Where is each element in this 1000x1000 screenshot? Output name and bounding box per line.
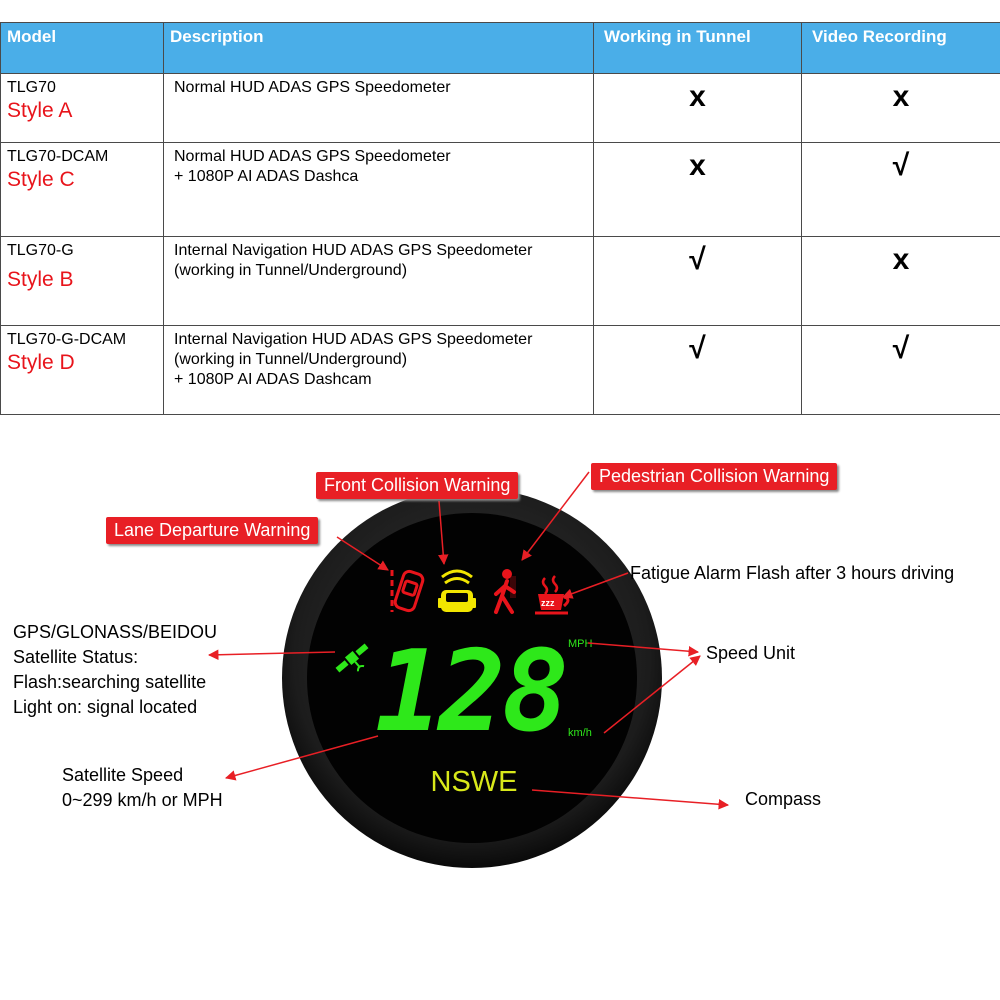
unit-kmh: km/h <box>568 727 592 739</box>
compass-readout: NSWE <box>430 766 518 798</box>
header-tunnel: Working in Tunnel <box>594 23 802 74</box>
description-line: (working in Tunnel/Underground) <box>174 262 408 279</box>
table-header-row <box>1 23 1000 74</box>
speed-unit-label: Speed Unit <box>706 643 796 663</box>
table-row <box>1 74 1000 143</box>
tunnel-mark: √ <box>594 237 802 326</box>
lane-departure-callout: Lane Departure Warning <box>106 517 318 544</box>
style-label: Style B <box>7 268 74 291</box>
description-line: Internal Navigation HUD ADAS GPS Speedometer <box>174 331 533 348</box>
description-line: + 1080P AI ADAS Dashcam <box>174 371 372 388</box>
style-label: Style A <box>7 99 73 122</box>
header-description: Description <box>164 23 594 74</box>
table-row <box>1 237 1000 326</box>
hud-diagram <box>0 400 1000 1000</box>
video-mark: √ <box>802 143 1000 237</box>
tunnel-mark: x <box>594 143 802 237</box>
video-mark: x <box>802 237 1000 326</box>
header-video: Video Recording <box>802 23 1000 74</box>
description-line: Normal HUD ADAS GPS Speedometer <box>174 79 451 96</box>
unit-mph: MPH <box>568 638 593 650</box>
description-line: Normal HUD ADAS GPS Speedometer <box>174 148 451 165</box>
model-name: TLG70-G <box>7 242 74 259</box>
model-name: TLG70-DCAM <box>7 148 109 165</box>
video-mark: x <box>802 74 1000 143</box>
description-cell <box>164 237 594 326</box>
tunnel-mark: x <box>594 74 802 143</box>
satellite-speed-line: Satellite Speed <box>62 765 184 785</box>
spec-table <box>0 22 1000 415</box>
video-mark: √ <box>802 326 1000 415</box>
satellite-status-line: Light on: signal located <box>13 697 198 717</box>
description-line: Internal Navigation HUD ADAS GPS Speedometer <box>174 242 533 259</box>
satellite-status-label <box>13 620 217 720</box>
front-collision-icon <box>438 571 476 612</box>
satellite-status-line: Satellite Status: <box>13 647 139 667</box>
description-cell <box>164 143 594 237</box>
style-label: Style D <box>7 351 75 374</box>
fatigue-icon-text: zzz <box>541 598 555 608</box>
description-line: (working in Tunnel/Underground) <box>174 351 408 368</box>
satellite-status-line: GPS/GLONASS/BEIDOU <box>13 622 218 642</box>
front-collision-callout: Front Collision Warning <box>316 472 518 499</box>
model-name: TLG70 <box>7 79 56 96</box>
model-cell <box>1 143 164 237</box>
description-cell <box>164 74 594 143</box>
satellite-speed-label <box>62 763 223 813</box>
header-model: Model <box>1 23 164 74</box>
style-label: Style C <box>7 168 75 191</box>
table-row <box>1 143 1000 237</box>
speed-readout: 128 <box>374 627 566 757</box>
tunnel-mark: √ <box>594 326 802 415</box>
satellite-speed-line: 0~299 km/h or MPH <box>62 790 223 810</box>
satellite-status-line: Flash:searching satellite <box>13 672 207 692</box>
description-line: + 1080P AI ADAS Dashca <box>174 168 359 185</box>
model-cell <box>1 74 164 143</box>
fatigue-label: Fatigue Alarm Flash after 3 hours driving <box>630 563 955 583</box>
model-name: TLG70-G-DCAM <box>7 331 127 348</box>
pedestrian-collision-callout: Pedestrian Collision Warning <box>591 463 837 490</box>
compass-label: Compass <box>745 789 822 809</box>
model-cell <box>1 237 164 326</box>
